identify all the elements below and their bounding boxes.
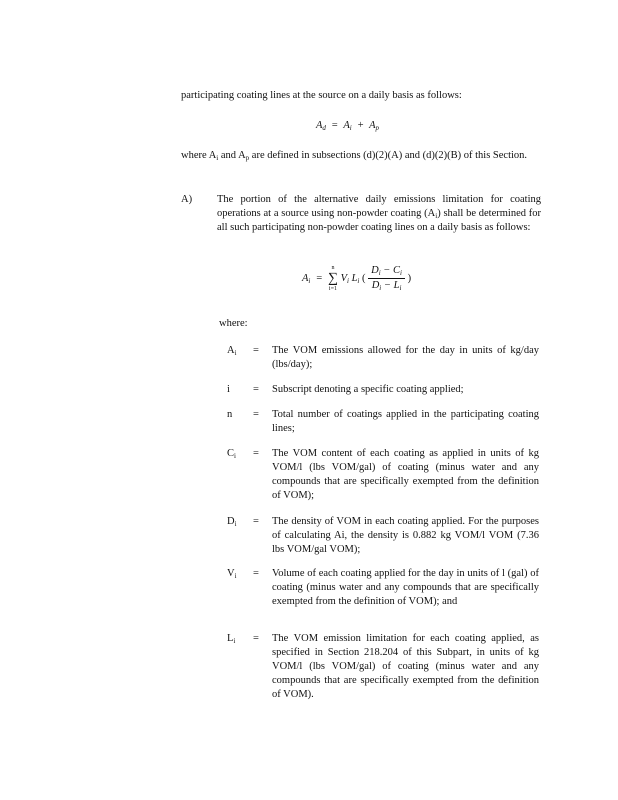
equals-sign: = [253,409,259,420]
equals-sign: = [253,345,259,356]
equals-sign: = [253,568,259,579]
section-marker: A) [181,194,193,205]
definition-symbol: $A_i$ [227,345,237,357]
definition-text: The VOM emissions allowed for the day in units of kg/day (lbs/day); [272,345,539,370]
definition-text: Total number of coatings applied in the participating coating lines; [272,409,539,434]
definition-symbol: $D_i$ [227,516,237,528]
equation-total: $A_d = A_i + A_p$ [316,120,380,132]
definition-text: Volume of each coating applied for the day in units of l (gal) of coating (minus water and any compounds that are specifically exempted from the definition of VOM); and [272,568,539,607]
section-a-paragraph: The portion of the alternative daily emissions limitation for coating operations at a source using non-powder coating $(A_i)$ shall be determined for all such participating non-powder coating lines on a daily basis as follows: [217,194,541,233]
intro-line [181,89,541,103]
where-label: where: [219,318,248,329]
definition-symbol: n [227,409,233,420]
definition-text: The VOM content of each coating as applied in units of kg VOM/l (lbs VOM/gal) of coating (minus water and any compounds that are specifically exempted from the definition of VOM); [272,448,539,501]
equals-sign: = [253,633,259,644]
equals-sign: = [253,384,259,395]
intro-text: participating coating lines at the source on a daily basis as follows: [181,90,462,101]
definition-symbol: i [227,384,230,395]
definition-symbol: $C_i$ [227,448,236,460]
definition-symbol: $V_i$ [227,568,237,580]
equals-sign: = [253,448,259,459]
equation-nonpowder: $A_i$ = n ∑ i=1 $V_i$ $L_i$ ( $\frac{D_i - C_i}{D_i - L_i}$ ) [302,264,412,292]
fraction: $\frac{D_i - C_i}{D_i - L_i}$ [368,264,405,293]
where-paragraph: where $A_i$ and $A_p$ are defined in subsections (d)(2)(A) and (d)(2)(B) of this Section. [181,150,528,162]
definition-symbol: $L_i$ [227,633,236,645]
definition-text: Subscript denoting a specific coating applied; [272,384,464,395]
equals-sign: = [253,516,259,527]
definition-text: The VOM emission limitation for each coating applied, as specified in Section 218.204 of this Subpart, in units of kg VOM/l (lbs VOM/gal) of coating (minus water and any compounds that are specifically exempted from the definition of VOM). [272,633,539,700]
summation-symbol: n ∑ i=1 [327,264,338,292]
definition-text: The density of VOM in each coating applied. For the purposes of calculating Ai, the density is 0.882 kg VOM/l VOM (7.36 lbs VOM/gal VOM); [272,516,539,555]
